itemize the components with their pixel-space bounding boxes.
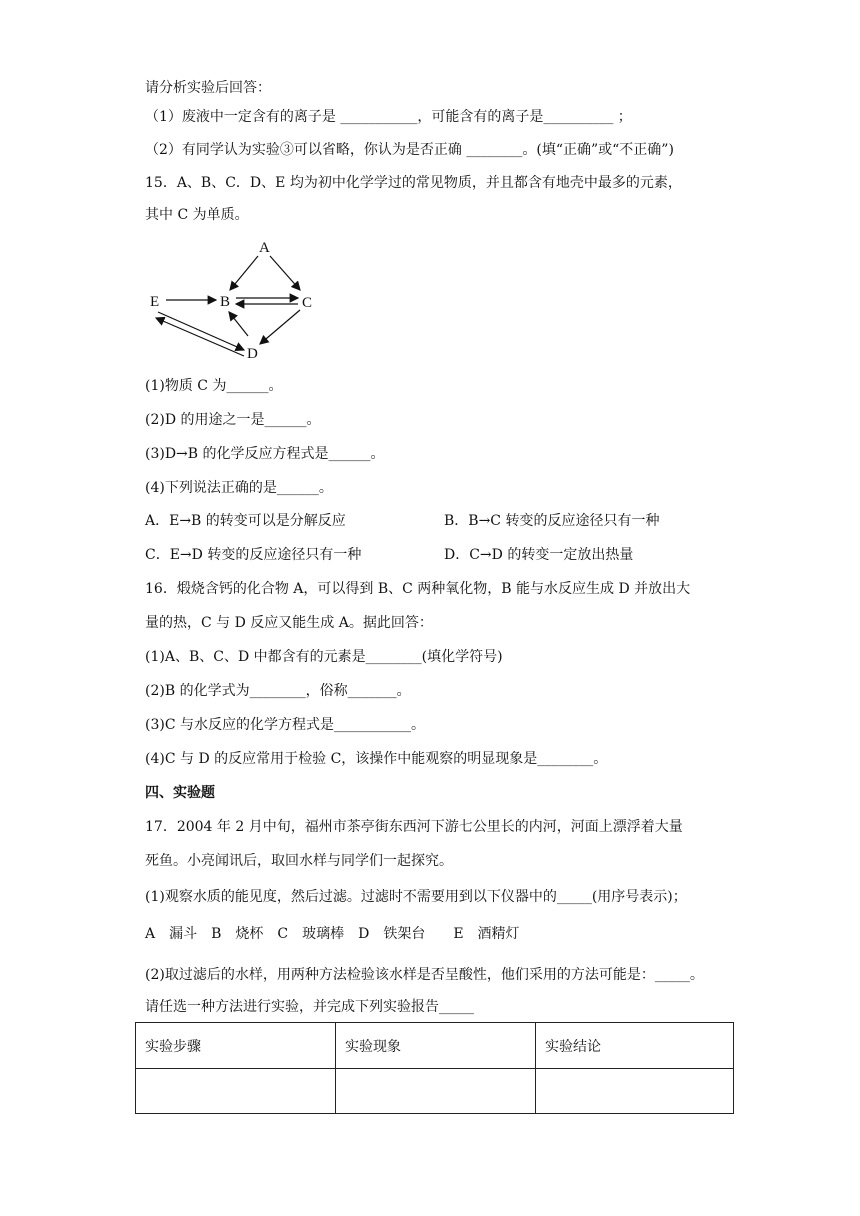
q15-option-b: B．B→C 转变的反应途径只有一种	[444, 513, 660, 529]
q17-stem-line1: 17．2004 年 2 月中旬，福州市茶亭街东西河下游七公里长的内河，河面上漂浮着大量	[145, 819, 683, 835]
cell-steps	[136, 1069, 336, 1114]
q17-sub2: (2)取过滤后的水样，用两种方法检验该水样是否呈酸性，他们采用的方法可能是：_____。	[145, 967, 704, 983]
q17-instrument-list: A 漏斗 B 烧杯 C 玻璃棒 D 铁架台 E 酒精灯	[145, 926, 520, 942]
q15-option-c: C．E→D 转变的反应途径只有一种	[145, 547, 362, 563]
intro-line: 请分析实验后回答：	[145, 80, 271, 96]
q15-sub4: (4)下列说法正确的是______。	[145, 480, 333, 496]
table-row	[136, 1069, 734, 1114]
cell-conclusion	[536, 1069, 734, 1114]
q16-sub4: (4)C 与 D 的反应常用于检验 C，该操作中能观察的明显现象是________。	[145, 751, 608, 767]
q17-sub1: (1)观察水质的能见度，然后过滤。过滤时不需要用到以下仪器中的_____(用序号表示)；	[145, 889, 687, 905]
reaction-diagram	[140, 232, 330, 362]
q16-sub3: (3)C 与水反应的化学方程式是___________。	[145, 717, 425, 733]
arrow-d-e	[156, 318, 244, 356]
arrow-a-c	[270, 256, 300, 290]
q14-part1: （1）废液中一定含有的离子是 ___________，可能含有的离子是__________ ；	[145, 109, 632, 125]
q15-option-a: A．E→B 的转变可以是分解反应	[145, 513, 346, 529]
q15-stem-line1: 15．A、B、C．D、E 均为初中化学学过的常见物质，并且都含有地壳中最多的元素，	[145, 175, 682, 191]
arrow-d-b	[229, 312, 248, 336]
cell-phenomena	[336, 1069, 536, 1114]
node-d: D	[247, 346, 258, 362]
header-steps: 实验步骤	[136, 1023, 336, 1069]
q16-stem-line2: 量的热，C 与 D 反应又能生成 A。据此回答：	[145, 615, 433, 631]
arrow-c-d	[260, 310, 300, 344]
q17-sub3: 请任选一种方法进行实验，并完成下列实验报告_____	[145, 999, 474, 1015]
q16-stem-line1: 16．煅烧含钙的化合物 A，可以得到 B、C 两种氧化物，B 能与水反应生成 D 并放出大	[145, 581, 691, 597]
q15-sub1: (1)物质 C 为______。	[145, 378, 283, 394]
table-header-row	[136, 1023, 734, 1069]
node-e: E	[150, 294, 160, 310]
arrow-e-d	[158, 312, 244, 350]
q17-stem-line2: 死鱼。小亮闻讯后，取回水样与同学们一起探究。	[145, 853, 453, 869]
node-c: C	[302, 295, 313, 311]
q16-sub2: (2)B 的化学式为________，俗称_______。	[145, 683, 411, 699]
q16-sub1: (1)A、B、C、D 中都含有的元素是________(填化学符号)	[145, 649, 503, 665]
q15-sub3: (3)D→B 的化学反应方程式是______。	[145, 446, 385, 462]
node-b: B	[220, 294, 231, 310]
q14-part2: （2）有同学认为实验③可以省略，你认为是否正确 ________。(填“正确”或“不正确”)	[145, 142, 674, 158]
section-heading: 四、实验题	[145, 785, 215, 801]
q15-sub2: (2)D 的用途之一是______。	[145, 412, 321, 428]
header-phenomena: 实验现象	[336, 1023, 536, 1069]
header-conclusion: 实验结论	[536, 1023, 734, 1069]
arrow-a-b	[230, 256, 258, 290]
experiment-report-table	[135, 1022, 734, 1114]
node-a: A	[259, 240, 270, 256]
q15-option-d: D．C→D 的转变一定放出热量	[444, 547, 634, 563]
q15-stem-line2: 其中 C 为单质。	[145, 207, 249, 223]
